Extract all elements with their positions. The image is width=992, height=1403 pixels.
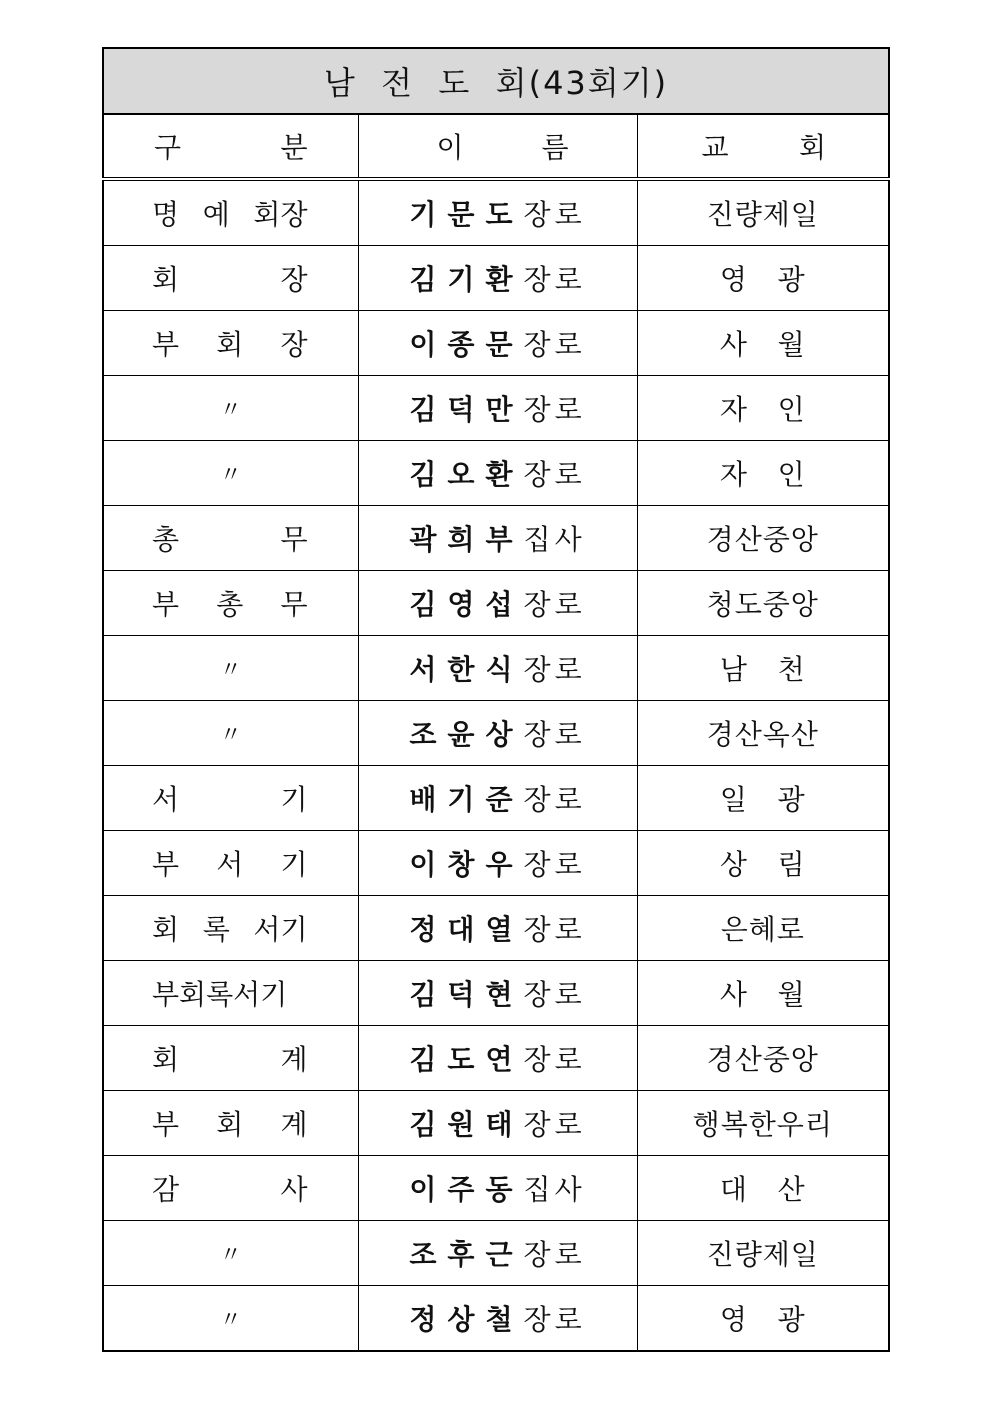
header-row bbox=[103, 114, 889, 179]
table-row bbox=[103, 1221, 889, 1286]
name-cell bbox=[358, 831, 637, 896]
name-cell bbox=[358, 1286, 637, 1352]
table-row bbox=[103, 1156, 889, 1221]
role-cell: 회 계 bbox=[103, 1026, 358, 1091]
name-cell bbox=[358, 506, 637, 571]
name-cell bbox=[358, 1156, 637, 1221]
name-cell bbox=[358, 376, 637, 441]
person-title: 장로 bbox=[523, 198, 586, 231]
person-title: 장로 bbox=[523, 458, 586, 491]
church-cell: 진량제일 bbox=[637, 1221, 889, 1286]
table-row bbox=[103, 961, 889, 1026]
role-cell: 총 무 bbox=[103, 506, 358, 571]
person-title: 장로 bbox=[523, 1238, 586, 1271]
person-name: 김오환 bbox=[409, 458, 524, 491]
church-cell: 진량제일 bbox=[637, 179, 889, 246]
role-cell: 회 록 서기 bbox=[103, 896, 358, 961]
person-title: 장로 bbox=[523, 783, 586, 816]
church-cell: 일 광 bbox=[637, 766, 889, 831]
name-cell bbox=[358, 766, 637, 831]
table-row bbox=[103, 506, 889, 571]
name-cell bbox=[358, 179, 637, 246]
title-text: 남 전 도 회(43회기) bbox=[323, 64, 669, 102]
person-title: 장로 bbox=[523, 913, 586, 946]
role-cell: 부 회 장 bbox=[103, 311, 358, 376]
role-cell: 〃 bbox=[103, 636, 358, 701]
role-cell: 서 기 bbox=[103, 766, 358, 831]
person-name: 김기환 bbox=[409, 263, 524, 296]
name-cell bbox=[358, 1026, 637, 1091]
table-row bbox=[103, 636, 889, 701]
person-title: 장로 bbox=[523, 1043, 586, 1076]
name-cell bbox=[358, 1091, 637, 1156]
church-cell: 영 광 bbox=[637, 1286, 889, 1352]
person-name: 김영섭 bbox=[409, 588, 524, 621]
header-church: 교 회 bbox=[637, 114, 889, 179]
person-title: 집사 bbox=[523, 523, 586, 556]
name-cell bbox=[358, 961, 637, 1026]
church-cell: 경산옥산 bbox=[637, 701, 889, 766]
person-name: 이창우 bbox=[409, 848, 524, 881]
person-name: 김덕현 bbox=[409, 978, 524, 1011]
church-cell: 자 인 bbox=[637, 376, 889, 441]
table-row bbox=[103, 701, 889, 766]
church-cell: 경산중앙 bbox=[637, 1026, 889, 1091]
role-cell: 회 장 bbox=[103, 246, 358, 311]
person-name: 김덕만 bbox=[409, 393, 524, 426]
role-cell: 〃 bbox=[103, 701, 358, 766]
church-cell: 은혜로 bbox=[637, 896, 889, 961]
person-title: 장로 bbox=[523, 328, 586, 361]
person-title: 장로 bbox=[523, 978, 586, 1011]
table-row bbox=[103, 896, 889, 961]
table-row bbox=[103, 441, 889, 506]
header-role: 구 분 bbox=[103, 114, 358, 179]
person-name: 조후근 bbox=[409, 1238, 524, 1271]
church-cell: 영 광 bbox=[637, 246, 889, 311]
person-name: 곽희부 bbox=[409, 523, 524, 556]
church-cell: 상 림 bbox=[637, 831, 889, 896]
role-cell: 〃 bbox=[103, 441, 358, 506]
table-row bbox=[103, 179, 889, 246]
person-title: 장로 bbox=[523, 1303, 586, 1336]
name-cell bbox=[358, 701, 637, 766]
person-name: 김원태 bbox=[409, 1108, 524, 1141]
table-row bbox=[103, 1091, 889, 1156]
name-cell bbox=[358, 571, 637, 636]
name-cell bbox=[358, 311, 637, 376]
title-row bbox=[103, 48, 889, 114]
person-name: 조윤상 bbox=[409, 718, 524, 751]
person-name: 정대열 bbox=[409, 913, 524, 946]
name-cell bbox=[358, 441, 637, 506]
table-title bbox=[103, 48, 889, 114]
table-row bbox=[103, 1026, 889, 1091]
church-cell: 행복한우리 bbox=[637, 1091, 889, 1156]
person-name: 기문도 bbox=[409, 198, 524, 231]
header-name: 이 름 bbox=[358, 114, 637, 179]
table-row bbox=[103, 376, 889, 441]
role-cell: 명 예 회장 bbox=[103, 179, 358, 246]
role-cell: 감 사 bbox=[103, 1156, 358, 1221]
person-name: 김도연 bbox=[409, 1043, 524, 1076]
person-title: 장로 bbox=[523, 718, 586, 751]
role-cell: 부 회 계 bbox=[103, 1091, 358, 1156]
table-row bbox=[103, 311, 889, 376]
table-row bbox=[103, 571, 889, 636]
table-row bbox=[103, 831, 889, 896]
role-cell: 부회록서기 bbox=[103, 961, 358, 1026]
person-title: 장로 bbox=[523, 653, 586, 686]
church-cell: 남 천 bbox=[637, 636, 889, 701]
church-cell: 경산중앙 bbox=[637, 506, 889, 571]
person-name: 이종문 bbox=[409, 328, 524, 361]
church-cell: 청도중앙 bbox=[637, 571, 889, 636]
person-title: 장로 bbox=[523, 263, 586, 296]
person-title: 장로 bbox=[523, 393, 586, 426]
officers-table bbox=[102, 47, 890, 1352]
role-cell: 〃 bbox=[103, 1221, 358, 1286]
person-name: 서한식 bbox=[409, 653, 524, 686]
church-cell: 사 월 bbox=[637, 961, 889, 1026]
role-cell: 〃 bbox=[103, 376, 358, 441]
role-cell: 〃 bbox=[103, 1286, 358, 1352]
name-cell bbox=[358, 896, 637, 961]
church-cell: 대 산 bbox=[637, 1156, 889, 1221]
role-cell: 부 서 기 bbox=[103, 831, 358, 896]
name-cell bbox=[358, 1221, 637, 1286]
person-title: 장로 bbox=[523, 588, 586, 621]
table-row bbox=[103, 246, 889, 311]
person-name: 이주동 bbox=[409, 1173, 524, 1206]
person-title: 장로 bbox=[523, 1108, 586, 1141]
church-cell: 자 인 bbox=[637, 441, 889, 506]
table-row bbox=[103, 1286, 889, 1352]
name-cell bbox=[358, 636, 637, 701]
role-cell: 부 총 무 bbox=[103, 571, 358, 636]
church-cell: 사 월 bbox=[637, 311, 889, 376]
table-row bbox=[103, 766, 889, 831]
person-name: 정상철 bbox=[409, 1303, 524, 1336]
person-name: 배기준 bbox=[409, 783, 524, 816]
name-cell bbox=[358, 246, 637, 311]
person-title: 장로 bbox=[523, 848, 586, 881]
person-title: 집사 bbox=[523, 1173, 586, 1206]
